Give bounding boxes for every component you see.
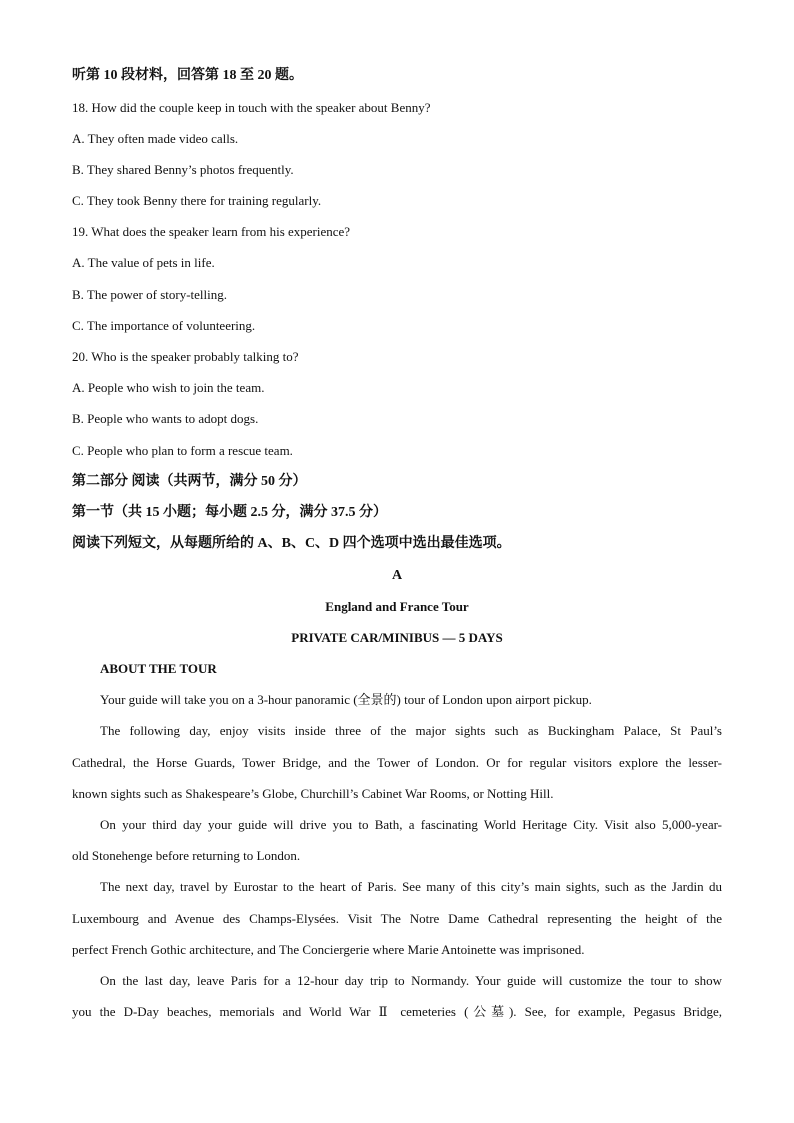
paragraph-line: The next day, travel by Eurostar to the heart of Paris. See many of this city’s main sights, such as the Jardin du <box>100 879 722 894</box>
about-heading: ABOUT THE TOUR <box>100 661 217 676</box>
paragraph-line: perfect French Gothic architecture, and The Conciergerie where Marie Antoinette was imprisoned. <box>72 942 585 957</box>
option-18c: C. They took Benny there for training regularly. <box>72 193 322 208</box>
paragraph-line: Your guide will take you on a 3-hour panoramic (全景的) tour of London upon airport pickup. <box>100 692 592 707</box>
option-20b: B. People who wants to adopt dogs. <box>72 411 259 426</box>
paragraph-line: known sights such as Shakespeare’s Globe, Churchill’s Cabinet War Rooms, or Notting Hill. <box>72 786 554 801</box>
paragraph-line: The following day, enjoy visits inside three of the major sights such as Buckingham Palace, St Paul’s <box>100 723 722 738</box>
passage-letter: A <box>391 568 403 583</box>
paragraph-line: Luxembourg and Avenue des Champs-Elysées. Visit The Notre Dame Cathedral representing the height of the <box>72 911 722 926</box>
section-10-heading: 听第 10 段材料，回答第 18 至 20 题。 <box>72 68 303 83</box>
passage-subtitle: PRIVATE CAR/MINIBUS — 5 DAYS <box>291 630 503 645</box>
option-20a: A. People who wish to join the team. <box>72 380 265 395</box>
paragraph-line: you the D-Day beaches, memorials and World War Ⅱ cemeteries (公墓). See, for example, Pegasus Bridge, <box>72 1004 722 1019</box>
option-19c: C. The importance of volunteering. <box>72 318 256 333</box>
option-19b: B. The power of story-telling. <box>72 287 228 302</box>
reading-instruction: 阅读下列短文，从每题所给的 A、B、C、D 四个选项中选出最佳选项。 <box>72 536 511 551</box>
passage-title: England and France Tour <box>325 599 469 614</box>
question-18: 18. How did the couple keep in touch with the speaker about Benny? <box>72 100 431 115</box>
paragraph-line: old Stonehenge before returning to London. <box>72 848 301 863</box>
part-2-heading: 第二部分 阅读（共两节，满分 50 分） <box>72 474 307 489</box>
section-1-heading: 第一节（共 15 小题；每小题 2.5 分，满分 37.5 分） <box>72 505 387 520</box>
paragraph-line: On your third day your guide will drive you to Bath, a fascinating World Heritage City. Visit also 5,000-year- <box>100 817 722 832</box>
option-19a: A. The value of pets in life. <box>72 255 215 270</box>
question-20: 20. Who is the speaker probably talking to? <box>72 349 299 364</box>
option-18a: A. They often made video calls. <box>72 131 239 146</box>
question-19: 19. What does the speaker learn from his experience? <box>72 224 351 239</box>
option-18b: B. They shared Benny’s photos frequently. <box>72 162 294 177</box>
paragraph-line: Cathedral, the Horse Guards, Tower Bridge, and the Tower of London. Or for regular visitors explore the lesser- <box>72 755 722 770</box>
option-20c: C. People who plan to form a rescue team. <box>72 443 293 458</box>
paragraph-line: On the last day, leave Paris for a 12-hour day trip to Normandy. Your guide will customize the tour to show <box>100 973 722 988</box>
